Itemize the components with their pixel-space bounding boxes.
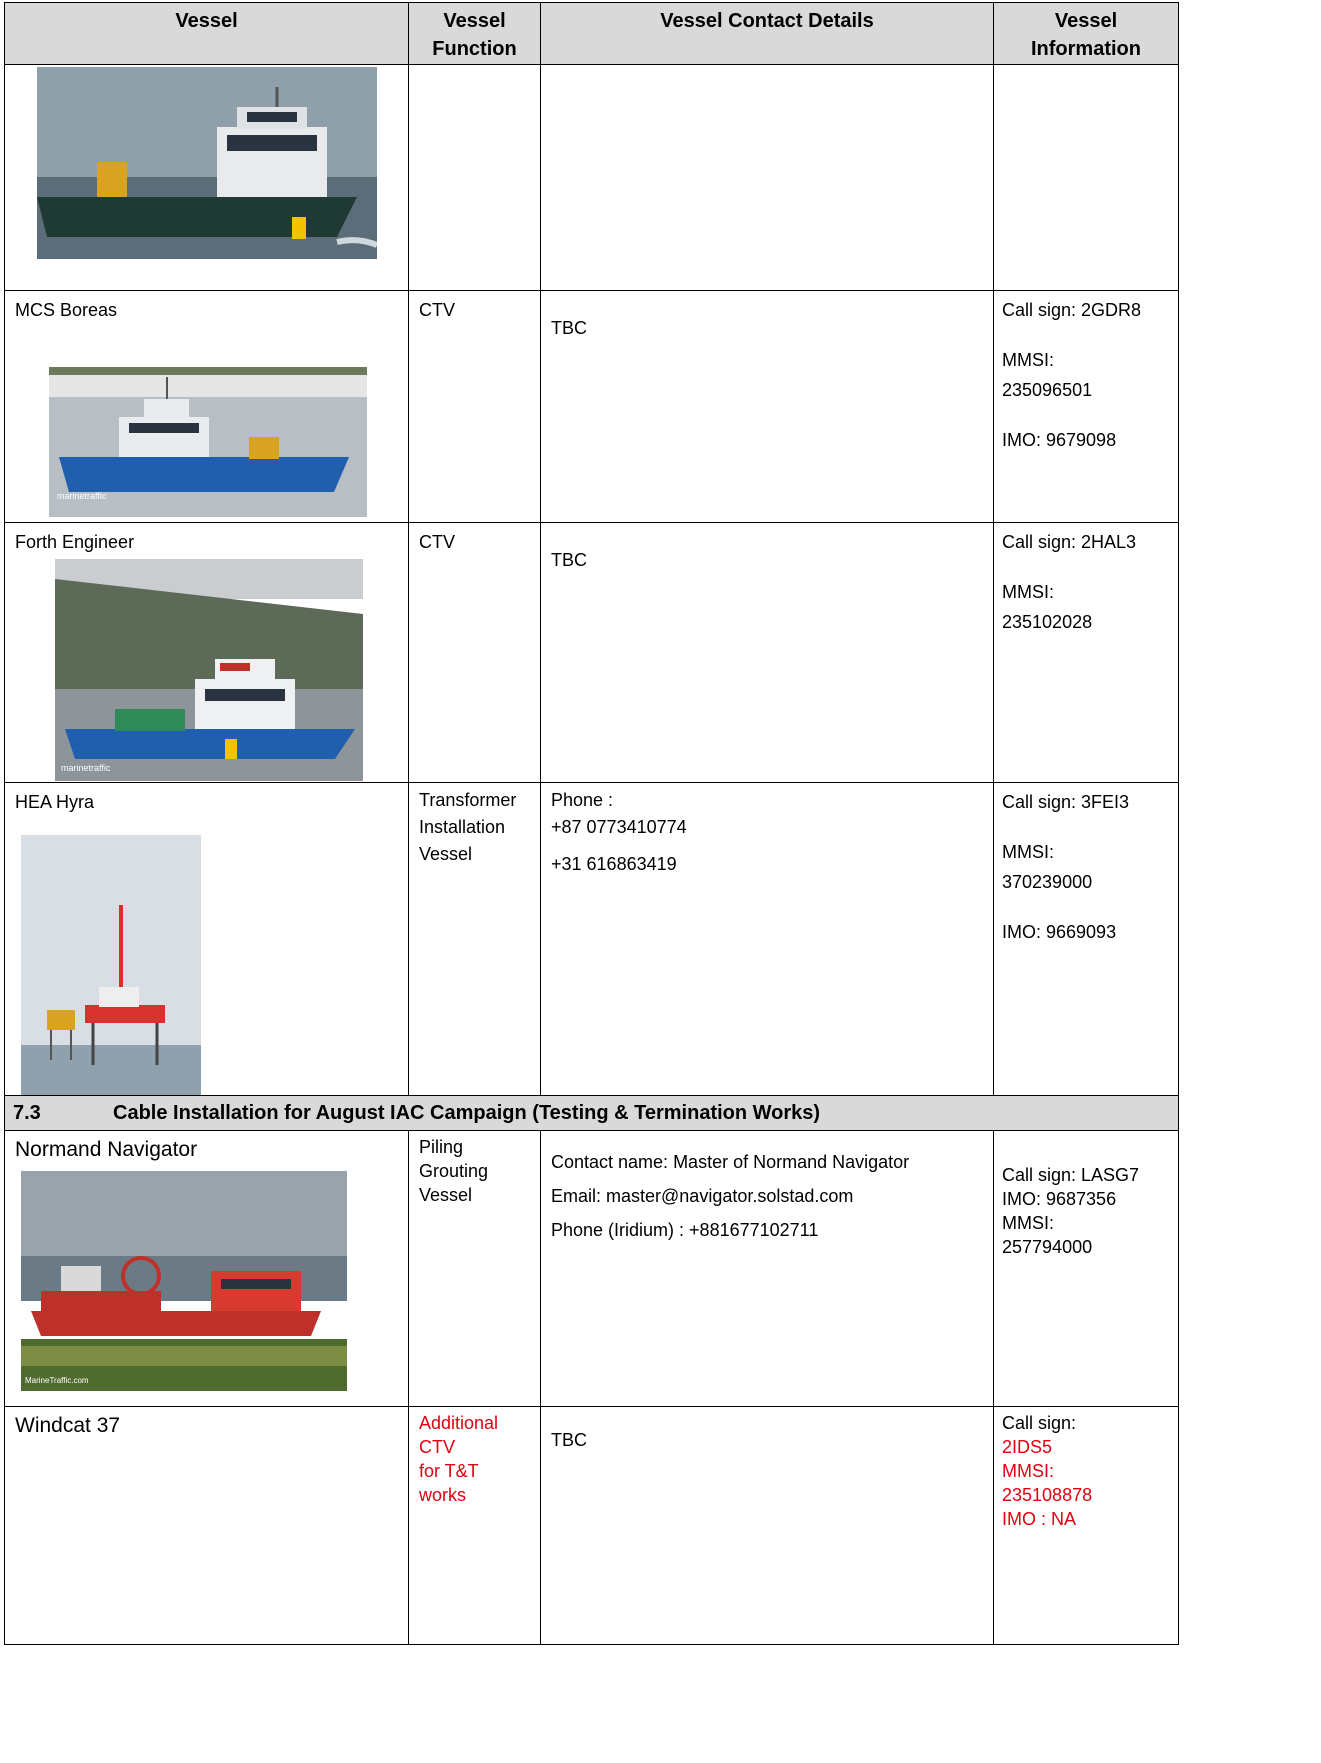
- info-mmsi-label: MMSI:: [1002, 842, 1054, 862]
- vessel-cell: [5, 523, 409, 783]
- photo-caption: MarineTraffic.com: [25, 1376, 89, 1385]
- info-cell: [994, 291, 1179, 523]
- vessel-name: MCS Boreas: [15, 300, 118, 320]
- ctv-harbour-photo: [55, 559, 363, 781]
- contact-line: TBC: [551, 550, 587, 570]
- construction-vessel-photo: [21, 1171, 347, 1391]
- contact-line: TBC: [551, 1430, 587, 1450]
- photo-caption: marinetraffic: [57, 491, 107, 501]
- contact-cell: [541, 291, 994, 523]
- contact-cell: [541, 1407, 994, 1645]
- info-imo: IMO: 9687356: [1002, 1189, 1117, 1209]
- vessel-cell: [5, 783, 409, 1096]
- function-cell: [409, 783, 541, 1096]
- contact-cell: [541, 65, 994, 291]
- contact-cell: [541, 1131, 994, 1407]
- info-imo: IMO: 9679098: [1002, 430, 1117, 450]
- section-heading: [5, 1096, 1179, 1131]
- header-vessel: Vessel: [5, 3, 409, 65]
- info-call-sign: 2IDS5: [1002, 1437, 1053, 1457]
- vessel-cell: [5, 1131, 409, 1407]
- table-row: [5, 783, 1179, 1096]
- contact-phone: +87 0773410774: [551, 817, 687, 837]
- vessel-function-line: Transformer: [419, 790, 517, 810]
- vessel-function-line: Vessel: [419, 844, 473, 864]
- vessel-function: CTV: [419, 300, 455, 320]
- info-mmsi-label: MMSI:: [1002, 582, 1054, 602]
- vessel-function-line: Vessel: [419, 1185, 473, 1205]
- info-mmsi: 235096501: [1002, 380, 1093, 400]
- info-mmsi: 235102028: [1002, 612, 1093, 632]
- section-title: Cable Installation for August IAC Campaign (Testing & Termination Works): [113, 1102, 821, 1124]
- info-call-sign: Call sign: LASG7: [1002, 1165, 1140, 1185]
- vessel-cell: [5, 1407, 409, 1645]
- vessel-function-line: for T&T works: [419, 1461, 479, 1505]
- info-mmsi: 257794000: [1002, 1237, 1093, 1257]
- info-imo: IMO: 9669093: [1002, 922, 1117, 942]
- vessel-name: HEA Hyra: [15, 792, 95, 812]
- contact-name: Contact name: Master of Normand Navigator: [551, 1152, 910, 1172]
- contact-email[interactable]: Email: master@navigator.solstad.com: [551, 1186, 854, 1206]
- info-mmsi-label: MMSI:: [1002, 1213, 1054, 1233]
- info-cell: [994, 523, 1179, 783]
- section-number: 7.3: [13, 1102, 41, 1124]
- info-cell: [994, 1407, 1179, 1645]
- vessel-function-line: Piling Grouting: [419, 1137, 489, 1181]
- table-row: [5, 1407, 1179, 1645]
- info-mmsi: 235108878: [1002, 1485, 1093, 1505]
- contact-line: TBC: [551, 318, 587, 338]
- function-cell: [409, 523, 541, 783]
- vessel-function-line: Additional CTV: [419, 1413, 499, 1457]
- vessel-cell: [5, 65, 409, 291]
- vessel-table: [4, 2, 1179, 1645]
- header-row: [5, 3, 1179, 65]
- info-cell: [994, 1131, 1179, 1407]
- info-cell: [994, 65, 1179, 291]
- vessel-function-line: Installation: [419, 817, 506, 837]
- contact-phone-label: Phone :: [551, 790, 614, 810]
- function-cell: [409, 65, 541, 291]
- info-cell: [994, 783, 1179, 1096]
- info-imo: IMO : NA: [1002, 1509, 1077, 1529]
- vessel-name: Windcat 37: [15, 1414, 121, 1437]
- function-cell: [409, 1407, 541, 1645]
- vessel-function: CTV: [419, 532, 455, 552]
- contact-cell: [541, 783, 994, 1096]
- ctv-green-photo: [37, 67, 377, 259]
- function-cell: [409, 1131, 541, 1407]
- contact-phone: Phone (Iridium) : +881677102711: [551, 1220, 819, 1240]
- header-function: Vessel Function: [409, 3, 541, 65]
- header-info: Vessel Information: [994, 3, 1179, 65]
- info-call-sign: Call sign: 3FEI3: [1002, 792, 1130, 812]
- vessel-name: Forth Engineer: [15, 532, 135, 552]
- info-call-sign-label: Call sign:: [1002, 1413, 1077, 1433]
- info-mmsi-label: MMSI:: [1002, 1461, 1054, 1481]
- header-contact: Vessel Contact Details: [541, 3, 994, 65]
- table-row: [5, 523, 1179, 783]
- info-call-sign: Call sign: 2HAL3: [1002, 532, 1137, 552]
- photo-caption: marinetraffic: [61, 763, 111, 773]
- vessel-name: Normand Navigator: [15, 1138, 198, 1161]
- info-mmsi-label: MMSI:: [1002, 350, 1054, 370]
- table-row: [5, 65, 1179, 291]
- contact-cell: [541, 523, 994, 783]
- table-row: [5, 1131, 1179, 1407]
- contact-phone: +31 616863419: [551, 854, 677, 874]
- ctv-blue-photo: [49, 327, 367, 517]
- vessel-cell: [5, 291, 409, 523]
- section-header-row: [5, 1096, 1179, 1131]
- function-cell: [409, 291, 541, 523]
- info-call-sign: Call sign: 2GDR8: [1002, 300, 1142, 320]
- jackup-vessel-photo: [21, 835, 201, 1095]
- info-mmsi: 370239000: [1002, 872, 1093, 892]
- table-row: [5, 291, 1179, 523]
